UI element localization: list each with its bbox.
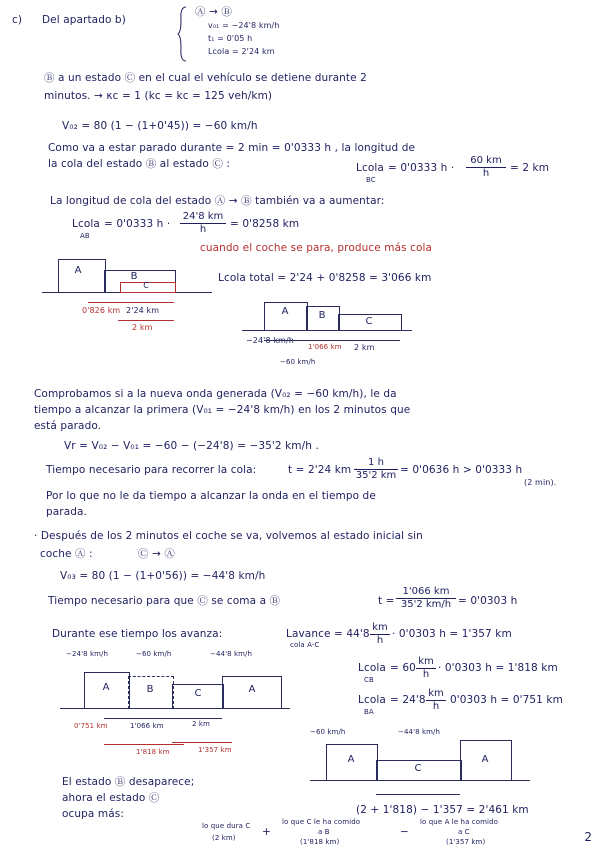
- eq-v02: V₀₂ = 80 (1 − (1+0'45)) = −60 km/h: [62, 120, 258, 132]
- diag1-dim-line: [88, 302, 174, 303]
- lcola-ab-sub: AB: [80, 232, 90, 240]
- diag1-dim3: 2 km: [132, 323, 153, 332]
- diag3-dim-line1: [104, 718, 222, 719]
- lcola-cb-eq: = 60: [390, 662, 416, 674]
- lcola-cb-den: h: [416, 668, 436, 681]
- para2-line1: Como va a estar parado durante = 2 min = 0'0333 h , la longitud de: [48, 142, 416, 154]
- para5-line1: Por lo que no le da tiempo a alcanzar la onda en el tiempo de: [46, 490, 376, 502]
- diag2-speed1: −24'8 km/h: [246, 336, 294, 345]
- lcola-ba-sub: BA: [364, 708, 374, 716]
- diag2-speed2: −60 km/h: [280, 358, 316, 366]
- para5-line2: parada.: [46, 506, 87, 518]
- para9-line3: ocupa más:: [62, 808, 124, 820]
- eq-v03: V₀₃ = 80 (1 − (1+0'56)) = −44'8 km/h: [60, 570, 266, 582]
- note-2a: lo que C le ha comido: [282, 818, 361, 826]
- note-1b: (2 km): [212, 834, 236, 842]
- note-2b: a B: [318, 828, 330, 836]
- header-t-line: t₁ = 0'05 h: [208, 34, 253, 43]
- diag4-label-a1: A: [347, 754, 355, 765]
- diag3-dim-left: 0'751 km: [74, 722, 108, 730]
- para4-line1: Comprobamos si a la nueva onda generada (V₀₂ = −60 km/h), le da: [34, 388, 397, 400]
- diag3-speed2: −60 km/h: [136, 650, 172, 658]
- diag3-label-c: C: [194, 688, 202, 699]
- note-3b: a C: [458, 828, 470, 836]
- para8-eq: = 44'8: [334, 628, 370, 640]
- lcola-bc-num: 60 km: [470, 155, 502, 166]
- para7-den: 35'2 km/h: [396, 598, 456, 611]
- para2-line2: la cola del estado Ⓑ al estado Ⓒ :: [48, 158, 231, 170]
- para4-line3: está parado.: [34, 420, 102, 432]
- diag3-label-b: B: [146, 684, 154, 695]
- para8-sub: cola A-C: [290, 641, 320, 649]
- lcola-bc-label: Lcola: [356, 162, 384, 174]
- para7-fraction: [396, 586, 456, 611]
- lcola-bc-sub: BC: [366, 176, 376, 184]
- lcola-total: Lcola total = 2'24 + 0'8258 = 3'066 km: [218, 272, 432, 284]
- lcola-bc-result: = 2 km: [510, 162, 550, 174]
- diag3-speed1: −24'8 km/h: [66, 650, 109, 658]
- header-text: Del apartado b): [42, 14, 126, 26]
- lcola-ba-fraction: [426, 688, 446, 713]
- header-v-line: v₀₁ = −24'8 km/h: [208, 21, 280, 30]
- tiempo-num: 1 h: [368, 457, 384, 468]
- tiempo-note: (2 min).: [524, 478, 557, 487]
- para3: La longitud de cola del estado Ⓐ → Ⓑ también va a aumentar:: [50, 195, 385, 207]
- diag3-dim1: 1'066 km: [130, 722, 164, 730]
- part-label: c): [12, 14, 23, 26]
- note-3c: (1'357 km): [446, 838, 486, 846]
- lcola-cb-sub: CB: [364, 676, 374, 684]
- diag4-dim-line: [376, 794, 460, 795]
- diag2-label-c: C: [365, 316, 373, 327]
- para1-line1: Ⓑ a un estado Ⓒ en el cual el vehículo se detiene durante 2: [44, 72, 367, 84]
- lcola-ab-den: h: [180, 223, 226, 236]
- para1-line2: minutos. → κc = 1 (kc = kc = 125 veh/km): [44, 90, 273, 102]
- lcola-cb-result: · 0'0303 h = 1'818 km: [438, 662, 558, 674]
- lcola-ab-label: Lcola: [72, 218, 100, 230]
- diag4-speed1: −60 km/h: [310, 728, 346, 736]
- page-number: 2: [584, 830, 592, 844]
- lcola-ba-label: Lcola: [358, 694, 386, 706]
- header-transition: Ⓐ → Ⓑ: [195, 6, 232, 18]
- tiempo-text: Tiempo necesario para recorrer la cola:: [46, 464, 257, 476]
- diag1-label-c: C: [143, 281, 149, 290]
- tiempo-result: = 0'0636 h > 0'0333 h: [400, 464, 523, 476]
- diag1-label-a: A: [74, 265, 82, 276]
- diag3-label-a1: A: [102, 682, 110, 693]
- diag4-label-a2: A: [481, 754, 489, 765]
- para7-eq: t =: [378, 595, 395, 607]
- note-minus: −: [400, 826, 409, 838]
- para8-num: km: [372, 622, 388, 633]
- tiempo-fraction: [354, 457, 398, 482]
- diag2-dim2: 2 km: [354, 343, 375, 352]
- lcola-cb-fraction: [416, 656, 436, 681]
- lcola-bc-den: h: [466, 167, 506, 180]
- diag3-speed3: −44'8 km/h: [210, 650, 253, 658]
- diag2-label-b: B: [318, 310, 326, 321]
- final-eq: (2 + 1'818) − 1'357 = 2'461 km: [356, 804, 529, 816]
- note-red: cuando el coche se para, produce más cola: [200, 242, 433, 254]
- diag3-dim3: 1'818 km: [136, 748, 170, 756]
- para9-line1: El estado Ⓑ desaparece;: [62, 776, 195, 788]
- diag1-dim3-line: [118, 320, 174, 321]
- diag3-dim-line2: [104, 744, 184, 745]
- lcola-ba-num: km: [428, 688, 444, 699]
- header-l-line: Lcola = 2'24 km: [208, 47, 275, 56]
- diag1-dim2: 2'24 km: [126, 306, 160, 315]
- diag3-label-a2: A: [248, 684, 256, 695]
- diag3-dim2: 2 km: [192, 720, 210, 728]
- para8-result: · 0'0303 h = 1'357 km: [392, 628, 512, 640]
- para9-line2: ahora el estado Ⓒ: [62, 792, 160, 804]
- diag2-dim1: 1'066 km: [308, 343, 342, 351]
- note-1a: lo que dura C: [202, 822, 251, 830]
- para8-text: Durante ese tiempo los avanza:: [52, 628, 223, 640]
- lcola-bc-fraction: [466, 155, 506, 180]
- diag3-dim-line3: [172, 742, 232, 743]
- lcola-cb-num: km: [418, 656, 434, 667]
- diag1-dim1: 0'826 km: [82, 306, 121, 315]
- lcola-bc-eq: = 0'0333 h ·: [388, 162, 455, 174]
- tiempo-eq: t = 2'24 km ·: [288, 464, 359, 476]
- curly-brace: [178, 6, 188, 62]
- tiempo-den: 35'2 km: [355, 470, 397, 481]
- lcola-ab-eq: = 0'0333 h ·: [104, 218, 171, 230]
- para8-label: Lavance: [286, 628, 331, 640]
- lcola-ba-result: 0'0303 h = 0'751 km: [450, 694, 563, 706]
- lcola-ab-result: = 0'8258 km: [230, 218, 300, 230]
- note-3a: lo que A le ha comido: [420, 818, 499, 826]
- para7-result: = 0'0303 h: [458, 595, 518, 607]
- lcola-ab-fraction: [180, 211, 226, 236]
- para7-text: Tiempo necesario para que Ⓒ se coma a Ⓑ: [48, 595, 281, 607]
- diag3-dim4: 1'357 km: [198, 746, 232, 754]
- note-2c: (1'818 km): [300, 838, 340, 846]
- lcola-ab-num: 24'8 km: [182, 211, 224, 222]
- para8-fraction: [370, 622, 390, 647]
- lcola-ba-eq: = 24'8: [390, 694, 426, 706]
- para4-line2: tiempo a alcanzar la primera (V₀₁ = −24'8 km/h) en los 2 minutos que: [34, 404, 411, 416]
- diag4-label-c: C: [414, 763, 422, 774]
- note-plus: +: [262, 826, 271, 838]
- lcola-ba-den: h: [426, 700, 446, 713]
- para6-transition: Ⓒ → Ⓐ: [138, 548, 175, 560]
- eq-vr: Vr = V₀₂ − V₀₁ = −60 − (−24'8) = −35'2 km/h .: [64, 440, 319, 452]
- diag1-label-b: B: [130, 271, 138, 282]
- para8-den: h: [370, 634, 390, 647]
- diag2-dim-line: [264, 340, 400, 341]
- diag4-speed2: −44'8 km/h: [398, 728, 441, 736]
- para7-num: 1'066 km: [402, 586, 450, 597]
- para6-line1: · Después de los 2 minutos el coche se va, volvemos al estado inicial sin: [34, 530, 423, 542]
- diag2-label-a: A: [281, 306, 289, 317]
- lcola-cb-label: Lcola: [358, 662, 386, 674]
- para6-line2: coche Ⓐ :: [40, 548, 93, 560]
